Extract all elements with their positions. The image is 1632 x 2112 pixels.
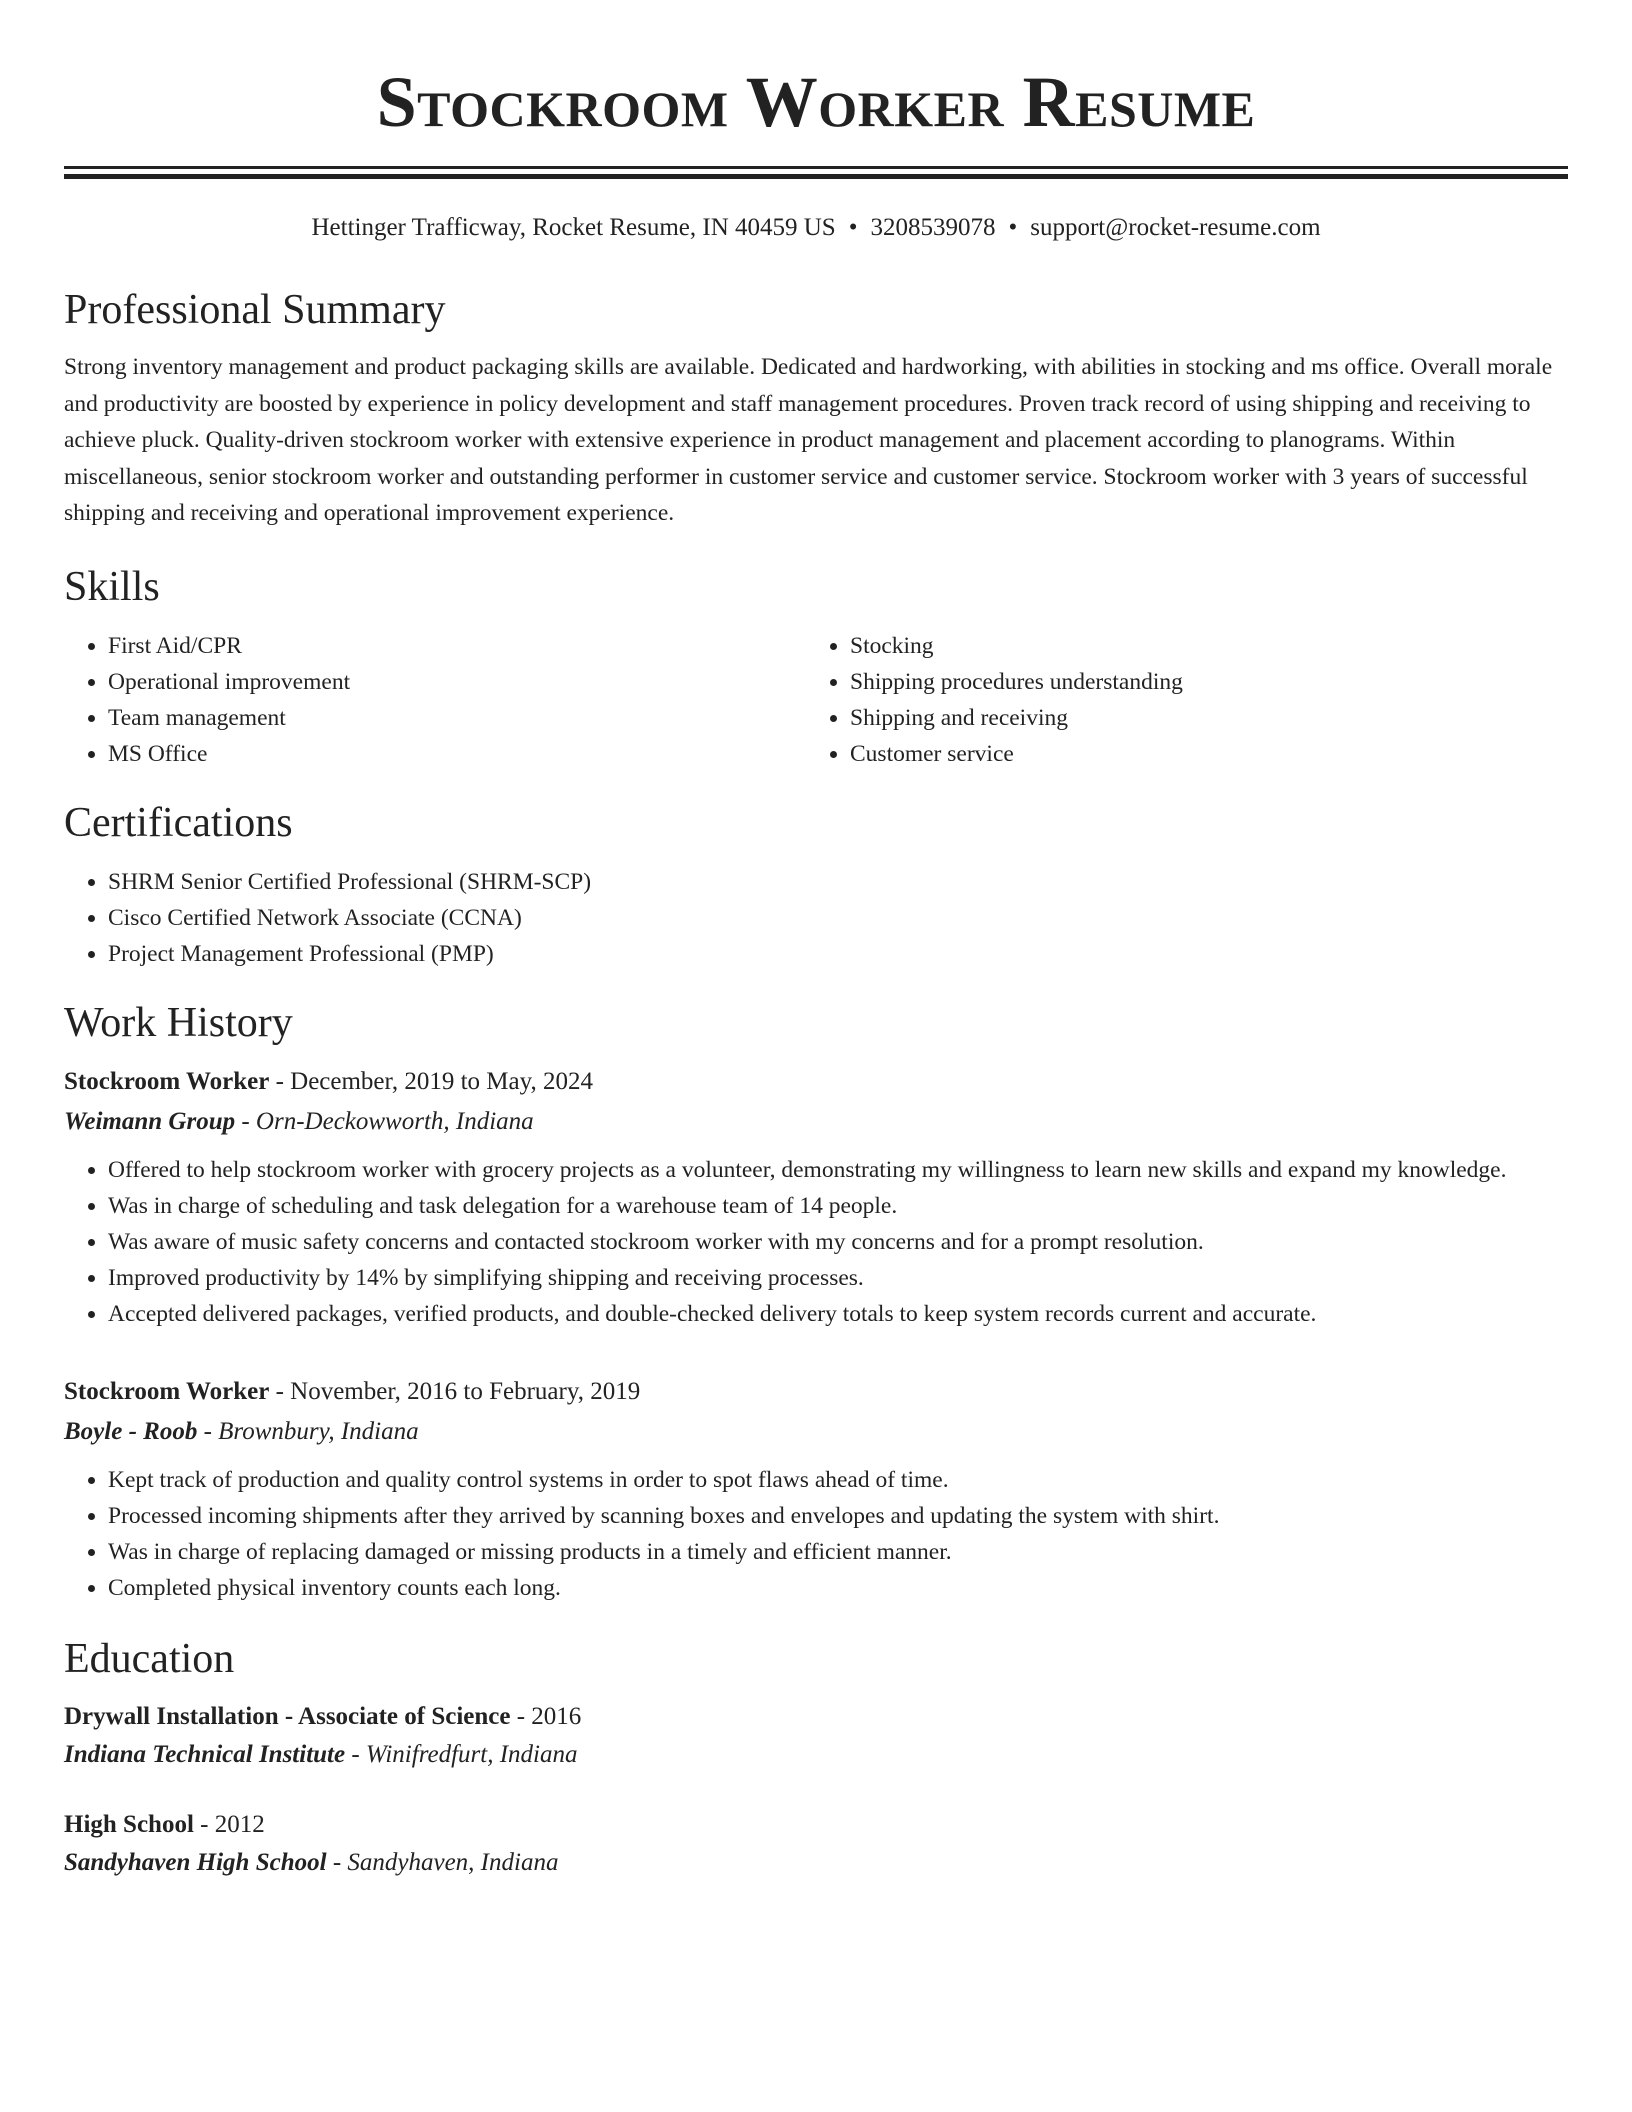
resume-title: Stockroom Worker Resume	[376, 62, 1256, 142]
contact-email: support@rocket-resume.com	[1030, 214, 1321, 241]
job-dates: - December, 2019 to May, 2024	[275, 1067, 593, 1095]
job-bullet: • Was aware of music safety concerns and contacted stockroom worker with my concerns and for a prompt resolution.	[108, 1224, 1568, 1260]
job-entry	[64, 1372, 1568, 1606]
summary-heading: Professional Summary	[64, 287, 446, 333]
skill-item: • Operational improvement	[108, 664, 806, 700]
education-year: - 2012	[200, 1810, 265, 1838]
job-bullet: • Improved productivity by 14% by simplifying shipping and receiving processes.	[108, 1260, 1568, 1296]
education-degree: High School	[64, 1810, 194, 1838]
work-history-heading: Work History	[64, 999, 293, 1046]
education-location: - Sandyhaven, Indiana	[332, 1848, 559, 1876]
contact-address: Hettinger Trafficway, Rocket Resume, IN 40459 US	[311, 214, 836, 241]
summary-text: Strong inventory management and product packaging skills are available. Dedicated and hardworking, with abilities in stocking and ms office. Overall morale and productivity are boosted by experience in policy development and staff management procedures. Proven track record of using shipping and receiving to achieve pluck. Quality-driven stockroom worker with extensive experience in product management and placement according to planograms. Within miscellaneous, senior stockroom worker and outstanding performer in customer service and customer service. Stockroom worker with 3 years of successful shipping and receiving and operational improvement experience.	[64, 354, 1553, 526]
education-degree-line	[64, 1698, 1568, 1736]
certifications-heading: Certifications	[64, 799, 293, 846]
contact-line	[64, 213, 1568, 243]
education-location: - Winifredfurt, Indiana	[351, 1740, 578, 1768]
job-bullet: • Kept track of production and quality control systems in order to spot flaws ahead of time.	[108, 1462, 1568, 1498]
education-heading: Education	[64, 1635, 235, 1682]
education-school-line	[64, 1736, 1568, 1774]
job-title-line	[64, 1062, 1568, 1102]
job-bullet: • Offered to help stockroom worker with grocery projects as a volunteer, demonstrating my willingness to learn new skills and expand my knowledge.	[108, 1152, 1568, 1188]
job-location: - Brownbury, Indiana	[203, 1417, 419, 1445]
job-bullets	[64, 1152, 1568, 1332]
contact-separator: •	[848, 214, 858, 241]
job-company-line	[64, 1102, 1568, 1142]
job-title-line	[64, 1372, 1568, 1412]
title-divider-bottom	[64, 174, 1568, 179]
job-company-line	[64, 1412, 1568, 1452]
job-bullet: • Processed incoming shipments after they arrived by scanning boxes and envelopes and updating the system with shirt.	[108, 1498, 1568, 1534]
skills-heading: Skills	[64, 563, 160, 610]
job-bullet: • Was in charge of scheduling and task delegation for a warehouse team of 14 people.	[108, 1188, 1568, 1224]
job-company: Boyle - Roob	[64, 1417, 198, 1445]
certifications-list	[64, 864, 1568, 972]
skill-item: • Team management	[108, 700, 806, 736]
job-location: - Orn-Deckowworth, Indiana	[241, 1107, 534, 1135]
certification-item: • SHRM Senior Certified Professional (SHRM-SCP)	[108, 864, 1568, 900]
skill-item: • Customer service	[850, 736, 1548, 772]
skill-item: • Shipping procedures understanding	[850, 664, 1548, 700]
contact-phone: 3208539078	[870, 214, 996, 241]
skill-item: • First Aid/CPR	[108, 628, 806, 664]
skills-column-right	[806, 628, 1548, 772]
education-school-line	[64, 1844, 1568, 1882]
education-degree: Drywall Installation - Associate of Science	[64, 1702, 511, 1730]
job-title: Stockroom Worker	[64, 1067, 270, 1095]
certification-item: • Project Management Professional (PMP)	[108, 936, 1568, 972]
job-title: Stockroom Worker	[64, 1377, 270, 1405]
job-dates: - November, 2016 to February, 2019	[275, 1377, 641, 1405]
education-school: Sandyhaven High School	[64, 1848, 327, 1876]
skill-item: • MS Office	[108, 736, 806, 772]
education-school: Indiana Technical Institute	[64, 1740, 346, 1768]
certification-item: • Cisco Certified Network Associate (CCNA)	[108, 900, 1568, 936]
title-divider-top	[64, 166, 1568, 169]
skill-item: • Stocking	[850, 628, 1548, 664]
skills-grid	[64, 628, 1568, 772]
job-company: Weimann Group	[64, 1107, 236, 1135]
job-bullets	[64, 1462, 1568, 1606]
job-entry	[64, 1062, 1568, 1332]
job-bullet: • Completed physical inventory counts each long.	[108, 1570, 1568, 1606]
job-bullet: • Was in charge of replacing damaged or missing products in a timely and efficient manner.	[108, 1534, 1568, 1570]
education-year: - 2016	[516, 1702, 582, 1730]
education-entry	[64, 1698, 1568, 1774]
skill-item: • Shipping and receiving	[850, 700, 1548, 736]
education-entry	[64, 1806, 1568, 1882]
education-degree-line	[64, 1806, 1568, 1844]
skills-column-left	[64, 628, 806, 772]
job-bullet: • Accepted delivered packages, verified products, and double-checked delivery totals to keep system records current and accurate.	[108, 1296, 1568, 1332]
contact-separator: •	[1008, 214, 1018, 241]
